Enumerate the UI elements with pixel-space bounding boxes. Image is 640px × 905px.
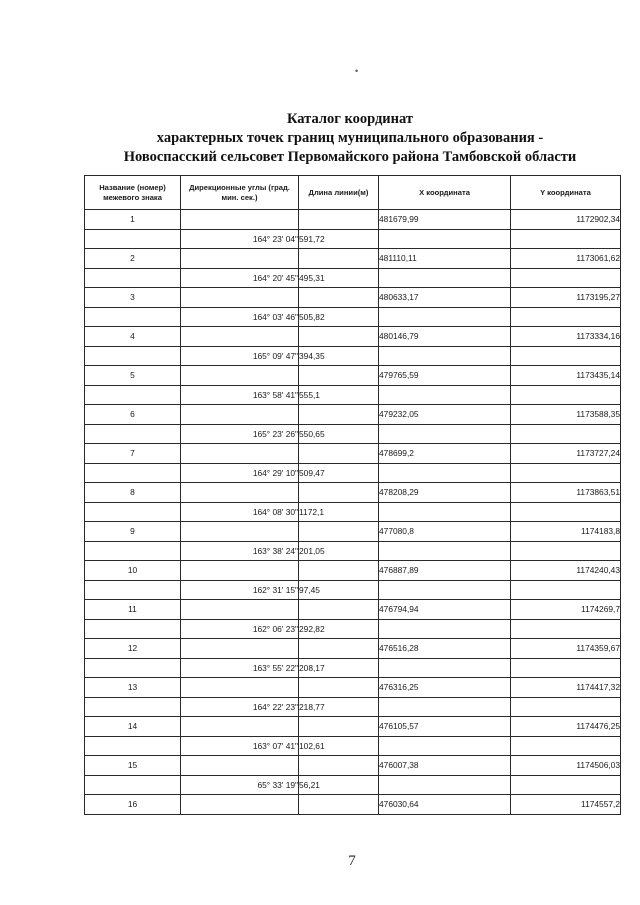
direction-angle-cell [181,483,299,503]
y-coordinate-cell: 1174240,43 [511,561,621,581]
table-row-segment [85,385,621,405]
point-name-cell [85,229,181,249]
table-row-point [85,327,621,347]
point-name-cell: 2 [85,249,181,269]
x-coordinate-cell [379,346,511,366]
direction-angle-cell [181,210,299,230]
x-coordinate-cell: 476516,28 [379,639,511,659]
point-name-cell [85,775,181,795]
direction-angle-cell [181,249,299,269]
x-coordinate-cell: 477080,8 [379,522,511,542]
point-name-cell: 10 [85,561,181,581]
line-length-cell: 201,05 [299,541,379,561]
y-coordinate-cell: 1174557,2 [511,795,621,815]
document-title [80,110,620,167]
x-coordinate-cell [379,697,511,717]
table-row-point [85,405,621,425]
table-row-point [85,249,621,269]
y-coordinate-cell [511,424,621,444]
line-length-cell [299,561,379,581]
header-x-coordinate: X координата [379,176,511,210]
x-coordinate-cell: 476794,94 [379,600,511,620]
table-row-segment [85,229,621,249]
direction-angle-cell: 164° 22' 23" [181,697,299,717]
point-name-cell: 16 [85,795,181,815]
y-coordinate-cell [511,736,621,756]
point-name-cell: 15 [85,756,181,776]
direction-angle-cell [181,444,299,464]
point-name-cell: 6 [85,405,181,425]
line-length-cell [299,405,379,425]
line-length-cell [299,288,379,308]
direction-angle-cell [181,678,299,698]
line-length-cell: 550,65 [299,424,379,444]
point-name-cell: 8 [85,483,181,503]
y-coordinate-cell: 1174506,03 [511,756,621,776]
y-coordinate-cell: 1174183,8 [511,522,621,542]
line-length-cell: 495,31 [299,268,379,288]
y-coordinate-cell [511,502,621,522]
point-name-cell [85,658,181,678]
header-y-coordinate: Y координата [511,176,621,210]
title-line-3: Новоспасский сельсовет Первомайского района Тамбовской области [123,149,577,165]
y-coordinate-cell [511,580,621,600]
table-header-row [85,176,621,210]
table-row-point [85,600,621,620]
line-length-cell: 591,72 [299,229,379,249]
y-coordinate-cell: 1173435,14 [511,366,621,386]
table-row-point [85,366,621,386]
point-name-cell [85,268,181,288]
x-coordinate-cell: 476887,89 [379,561,511,581]
point-name-cell: 13 [85,678,181,698]
table-row-point [85,756,621,776]
x-coordinate-cell: 476030,64 [379,795,511,815]
x-coordinate-cell [379,385,511,405]
point-name-cell [85,619,181,639]
line-length-cell: 394,35 [299,346,379,366]
line-length-cell [299,522,379,542]
point-name-cell: 11 [85,600,181,620]
line-length-cell [299,366,379,386]
y-coordinate-cell: 1173727,24 [511,444,621,464]
line-length-cell [299,717,379,737]
direction-angle-cell: 164° 03' 46" [181,307,299,327]
direction-angle-cell [181,756,299,776]
table-row-point [85,717,621,737]
point-name-cell [85,541,181,561]
point-name-cell: 7 [85,444,181,464]
title-line-2: характерных точек границ муниципального образования - [156,130,544,146]
table-row-segment [85,307,621,327]
direction-angle-cell [181,600,299,620]
point-name-cell [85,346,181,366]
point-name-cell [85,307,181,327]
direction-angle-cell: 163° 55' 22" [181,658,299,678]
line-length-cell [299,678,379,698]
line-length-cell: 208,17 [299,658,379,678]
direction-angle-cell: 164° 23' 04" [181,229,299,249]
x-coordinate-cell [379,424,511,444]
x-coordinate-cell [379,541,511,561]
point-name-cell: 12 [85,639,181,659]
table-body [85,210,621,815]
table-row-segment [85,619,621,639]
direction-angle-cell: 165° 09' 47" [181,346,299,366]
line-length-cell: 102,61 [299,736,379,756]
x-coordinate-cell [379,268,511,288]
y-coordinate-cell [511,346,621,366]
line-length-cell [299,210,379,230]
line-length-cell: 292,82 [299,619,379,639]
y-coordinate-cell: 1173588,35 [511,405,621,425]
x-coordinate-cell [379,307,511,327]
point-name-cell [85,502,181,522]
line-length-cell [299,249,379,269]
line-length-cell: 97,45 [299,580,379,600]
table-row-segment [85,268,621,288]
table-row-segment [85,541,621,561]
direction-angle-cell: 164° 08' 30" [181,502,299,522]
y-coordinate-cell [511,463,621,483]
direction-angle-cell [181,795,299,815]
page-number: 7 [348,853,356,869]
point-name-cell: 4 [85,327,181,347]
x-coordinate-cell: 476105,57 [379,717,511,737]
line-length-cell: 1172,1 [299,502,379,522]
direction-angle-cell: 165° 23' 26" [181,424,299,444]
line-length-cell [299,795,379,815]
table-row-segment [85,775,621,795]
y-coordinate-cell [511,775,621,795]
y-coordinate-cell: 1174269,7 [511,600,621,620]
line-length-cell [299,327,379,347]
x-coordinate-cell: 479765,59 [379,366,511,386]
table-row-point [85,795,621,815]
line-length-cell [299,483,379,503]
line-length-cell: 218,77 [299,697,379,717]
table-row-point [85,561,621,581]
y-coordinate-cell: 1173863,51 [511,483,621,503]
direction-angle-cell [181,366,299,386]
table-row-point [85,288,621,308]
x-coordinate-cell: 481110,11 [379,249,511,269]
y-coordinate-cell [511,268,621,288]
x-coordinate-cell: 480146,79 [379,327,511,347]
y-coordinate-cell [511,619,621,639]
line-length-cell: 555,1 [299,385,379,405]
direction-angle-cell [181,717,299,737]
table-row-point [85,639,621,659]
y-coordinate-cell: 1172902,34 [511,210,621,230]
table-row-segment [85,424,621,444]
direction-angle-cell [181,639,299,659]
line-length-cell [299,756,379,776]
point-name-cell: 3 [85,288,181,308]
direction-angle-cell: 162° 06' 23" [181,619,299,639]
x-coordinate-cell: 476316,25 [379,678,511,698]
header-direction-angle: Дирекционные углы (град. мин. сек.) [181,176,299,210]
y-coordinate-cell [511,541,621,561]
direction-angle-cell [181,561,299,581]
table-row-point [85,522,621,542]
point-name-cell: 14 [85,717,181,737]
line-length-cell [299,444,379,464]
point-name-cell [85,424,181,444]
y-coordinate-cell: 1174359,67 [511,639,621,659]
point-name-cell [85,580,181,600]
header-line-length: Длина линии(м) [299,176,379,210]
header-point-name: Название (номер) межевого знака [85,176,181,210]
line-length-cell: 505,82 [299,307,379,327]
point-name-cell: 1 [85,210,181,230]
y-coordinate-cell: 1174476,25 [511,717,621,737]
x-coordinate-cell: 479232,05 [379,405,511,425]
direction-angle-cell: 163° 07' 41" [181,736,299,756]
y-coordinate-cell [511,697,621,717]
direction-angle-cell [181,327,299,347]
direction-angle-cell [181,288,299,308]
point-name-cell: 9 [85,522,181,542]
point-name-cell [85,385,181,405]
point-name-cell: 5 [85,366,181,386]
x-coordinate-cell [379,775,511,795]
direction-angle-cell: 164° 29' 10" [181,463,299,483]
table-row-segment [85,502,621,522]
x-coordinate-cell: 480633,17 [379,288,511,308]
line-length-cell [299,639,379,659]
direction-angle-cell [181,405,299,425]
scan-speck: • [355,66,359,76]
point-name-cell [85,736,181,756]
y-coordinate-cell [511,385,621,405]
table-row-segment [85,580,621,600]
x-coordinate-cell: 478208,29 [379,483,511,503]
y-coordinate-cell: 1174417,32 [511,678,621,698]
x-coordinate-cell: 476007,38 [379,756,511,776]
x-coordinate-cell [379,658,511,678]
line-length-cell [299,600,379,620]
direction-angle-cell: 65° 33' 19" [181,775,299,795]
line-length-cell: 509,47 [299,463,379,483]
x-coordinate-cell [379,736,511,756]
title-line-1: Каталог координат [286,111,414,127]
direction-angle-cell [181,522,299,542]
direction-angle-cell: 163° 38' 24" [181,541,299,561]
table-row-segment [85,736,621,756]
y-coordinate-cell: 1173195,27 [511,288,621,308]
x-coordinate-cell: 478699,2 [379,444,511,464]
direction-angle-cell: 163° 58' 41" [181,385,299,405]
x-coordinate-cell: 481679,99 [379,210,511,230]
x-coordinate-cell [379,229,511,249]
table-row-segment [85,346,621,366]
x-coordinate-cell [379,619,511,639]
y-coordinate-cell [511,229,621,249]
direction-angle-cell: 162° 31' 15" [181,580,299,600]
point-name-cell [85,463,181,483]
table-row-point [85,444,621,464]
y-coordinate-cell [511,307,621,327]
x-coordinate-cell [379,580,511,600]
point-name-cell [85,697,181,717]
x-coordinate-cell [379,463,511,483]
y-coordinate-cell: 1173061,62 [511,249,621,269]
y-coordinate-cell [511,658,621,678]
coordinate-catalog-table [84,175,621,815]
table-row-segment [85,463,621,483]
line-length-cell: 56,21 [299,775,379,795]
direction-angle-cell: 164° 20' 45" [181,268,299,288]
table-row-point [85,483,621,503]
table-row-segment [85,697,621,717]
table-row-point [85,210,621,230]
table-row-point [85,678,621,698]
y-coordinate-cell: 1173334,16 [511,327,621,347]
table-row-segment [85,658,621,678]
x-coordinate-cell [379,502,511,522]
